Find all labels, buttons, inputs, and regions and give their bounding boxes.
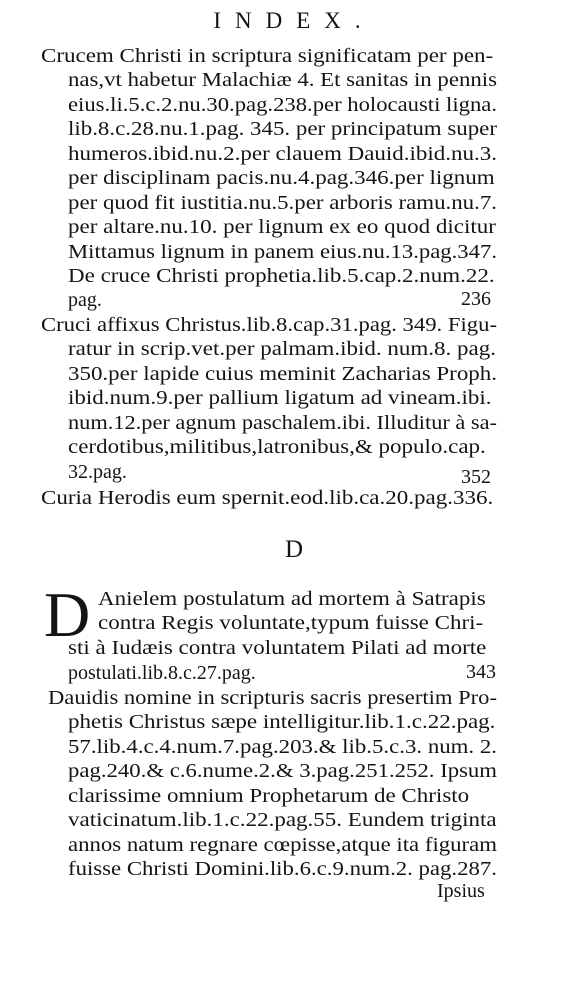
index-entry-line: 32.pag. — [68, 461, 127, 483]
catchword: Ipsius — [437, 880, 485, 902]
index-entry-line: lib.8.c.28.nu.1.pag. 345. per principatum super — [68, 118, 498, 140]
index-entry-line: De cruce Christi prophetia.lib.5.cap.2.num.22. — [68, 265, 495, 287]
index-entry-line: pag. — [68, 289, 102, 311]
index-entry-line: phetis Christus sæpe intelligitur.lib.1.c.22.pag. — [68, 711, 496, 733]
index-entry-line: pag.240.& c.6.nume.2.& 3.pag.251.252. Ipsum — [68, 760, 497, 782]
index-entry-line: cerdotibus,militibus,latronibus,& populo.cap. — [68, 436, 486, 458]
index-entry-line: postulati.lib.8.c.27.pag. — [68, 662, 256, 684]
index-entry-line: contra Regis voluntate,typum fuisse Chri- — [98, 612, 484, 634]
index-entry-line: per disciplinam pacis.nu.4.pag.346.per lignum — [68, 167, 495, 189]
page-ref: 236 — [461, 288, 491, 310]
index-entry-line: Crucem Christi in scriptura significatam per pen- — [41, 45, 494, 67]
index-entry-line: Dauidis nomine in scripturis sacris presertim Pro- — [48, 687, 497, 709]
index-entry-line: clarissime omnium Prophetarum de Christo — [68, 785, 470, 807]
index-entry-line: Cruci affixus Christus.lib.8.cap.31.pag. 349. Figu- — [41, 314, 497, 336]
index-entry-line: 57.lib.4.c.4.num.7.pag.203.& lib.5.c.3. num. 2. — [68, 736, 498, 758]
index-entry-line: nas,vt habetur Malachiæ 4. Et sanitas in pennis — [68, 69, 497, 91]
index-entry-line: humeros.ibid.nu.2.per clauem Dauid.ibid.nu.3. — [68, 143, 497, 165]
index-entry-line: ratur in scrip.vet.per palmam.ibid. num.8. pag. — [68, 338, 496, 360]
index-entry-line: per quod fit iustitia.nu.5.per arboris ramu.nu.7. — [68, 192, 497, 214]
index-entry-line: 350.per lapide cuius meminit Zacharias Proph. — [68, 363, 498, 385]
index-entry-line: eius.li.5.c.2.nu.30.pag.238.per holocausti ligna. — [68, 94, 498, 116]
page-ref: 352 — [461, 466, 491, 488]
index-entry-line: per altare.nu.10. per lignum ex eo quod dicitur — [68, 216, 496, 238]
page-ref: 343 — [466, 661, 496, 683]
index-entry-line: Anielem postulatum ad mortem à Satrapis — [98, 588, 486, 610]
section-letter: D — [284, 536, 304, 563]
drop-cap: D — [44, 579, 91, 650]
page-header: INDEX. — [213, 8, 375, 33]
index-entry-line: num.12.per agnum paschalem.ibi. Illuditur à sa- — [68, 412, 497, 434]
index-entry-line: sti à Iudæis contra voluntatem Pilati ad morte — [68, 637, 487, 659]
index-entry-line: vaticinatum.lib.1.c.22.pag.55. Eundem triginta — [68, 809, 497, 831]
index-entry-line: Curia Herodis eum spernit.eod.lib.ca.20.pag.336. — [41, 487, 494, 509]
index-entry-line: annos natum regnare cœpisse,atque ita figuram — [68, 834, 497, 856]
index-entry-line: Mittamus lignum in panem eius.nu.13.pag.347. — [68, 241, 497, 263]
index-entry-line: fuisse Christi Domini.lib.6.c.9.num.2. pag.287. — [68, 858, 497, 880]
index-entry-line: ibid.num.9.per pallium ligatum ad vineam.ibi. — [68, 387, 492, 409]
